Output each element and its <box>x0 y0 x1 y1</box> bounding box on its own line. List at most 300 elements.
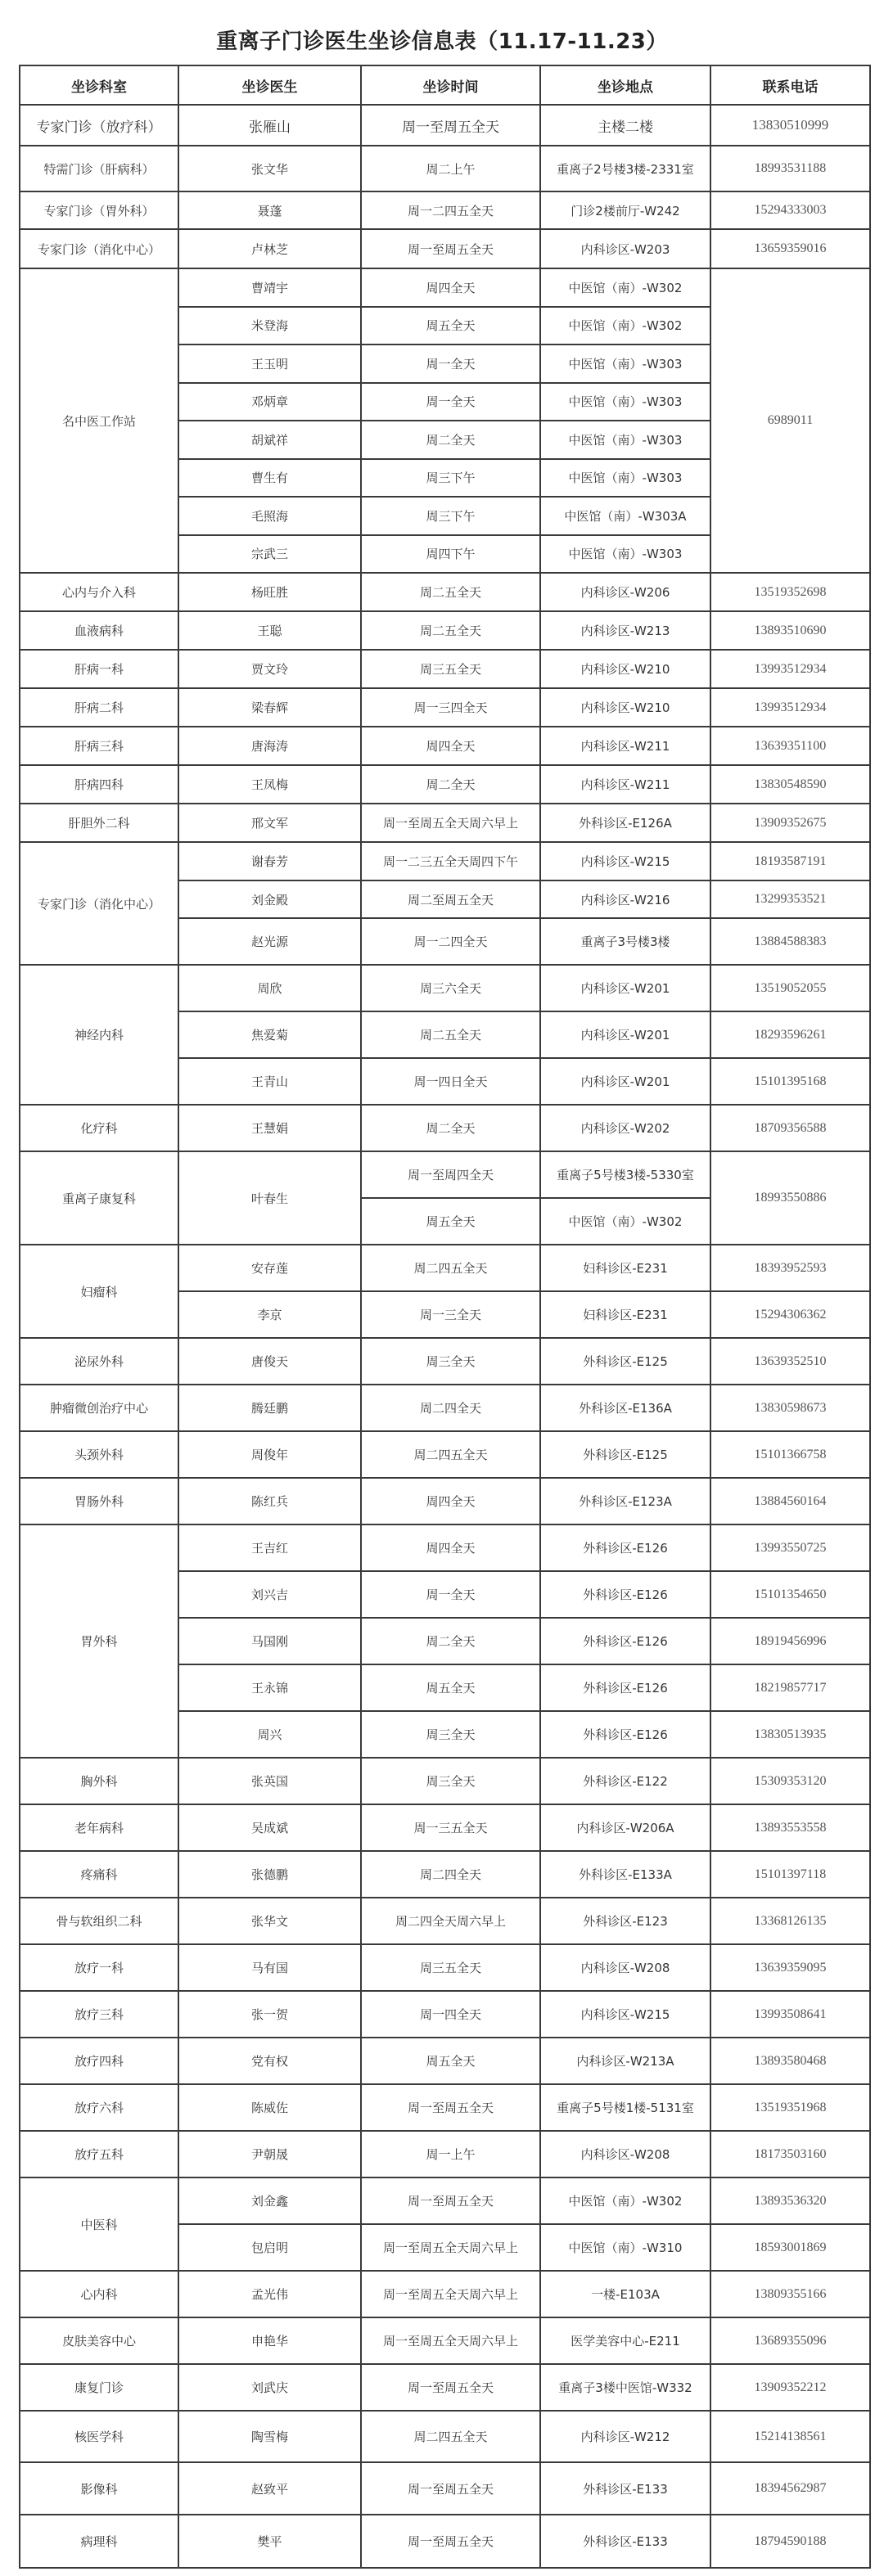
phone-cell: 13993550725 <box>710 1524 870 1571</box>
doctor-cell: 王慧娟 <box>178 1105 361 1151</box>
department-cell: 放疗六科 <box>20 2084 178 2131</box>
doctor-cell: 孟光伟 <box>178 2271 361 2317</box>
time-cell: 周一至周五全天 <box>361 2515 540 2568</box>
location-cell: 一楼-E103A <box>540 2271 710 2317</box>
department-cell: 疼痛科 <box>20 1851 178 1898</box>
location-cell: 内科诊区-W212 <box>540 2411 710 2462</box>
doctor-cell: 梁春辉 <box>178 688 361 727</box>
time-cell: 周一二三五全天周四下午 <box>361 842 540 880</box>
location-cell: 中医馆（南）-W302 <box>540 1198 710 1245</box>
table-row <box>20 105 870 146</box>
table-row <box>20 2411 870 2462</box>
phone-cell: 15101397118 <box>710 1851 870 1898</box>
department-cell: 专家门诊（消化中心） <box>20 229 178 268</box>
location-cell: 中医馆（南）-W302 <box>540 307 710 345</box>
phone-cell: 13830510999 <box>710 105 870 146</box>
phone-cell: 15294333003 <box>710 191 870 229</box>
doctor-cell: 陶雪梅 <box>178 2411 361 2462</box>
time-cell: 周二全天 <box>361 1618 540 1664</box>
doctor-cell: 周兴 <box>178 1711 361 1758</box>
doctor-cell: 安存莲 <box>178 1245 361 1291</box>
time-cell: 周一至周五全天 <box>361 2462 540 2515</box>
department-cell: 放疗五科 <box>20 2131 178 2177</box>
location-cell: 外科诊区-E126A <box>540 804 710 842</box>
table-row <box>20 1431 870 1478</box>
table-row <box>20 2462 870 2515</box>
table-row <box>20 2131 870 2177</box>
location-cell: 内科诊区-W206 <box>540 573 710 611</box>
department-cell: 肝病四科 <box>20 765 178 804</box>
table-row <box>20 1804 870 1851</box>
doctor-cell: 王永锦 <box>178 1664 361 1711</box>
time-cell: 周五全天 <box>361 1198 540 1245</box>
time-cell: 周五全天 <box>361 307 540 345</box>
phone-cell: 15214138561 <box>710 2411 870 2462</box>
header-location: 坐诊地点 <box>540 65 710 105</box>
doctor-cell: 陈红兵 <box>178 1478 361 1524</box>
table-row <box>20 1245 870 1291</box>
time-cell: 周五全天 <box>361 1664 540 1711</box>
header-doctor: 坐诊医生 <box>178 65 361 105</box>
department-cell: 中医科 <box>20 2177 178 2271</box>
location-cell: 中医馆（南）-W303 <box>540 459 710 498</box>
table-row <box>20 1105 870 1151</box>
time-cell: 周一至周五全天 <box>361 2364 540 2411</box>
table-row <box>20 965 870 1011</box>
time-cell: 周一三全天 <box>361 1291 540 1338</box>
table-row <box>20 1338 870 1385</box>
doctor-cell: 焦爱菊 <box>178 1011 361 1058</box>
location-cell: 重离子3号楼3楼 <box>540 918 710 965</box>
phone-cell: 13519351968 <box>710 2084 870 2131</box>
time-cell: 周二五全天 <box>361 1011 540 1058</box>
table-row <box>20 2317 870 2364</box>
time-cell: 周一全天 <box>361 1571 540 1618</box>
table-row <box>20 650 870 688</box>
department-cell: 核医学科 <box>20 2411 178 2462</box>
phone-cell: 18219857717 <box>710 1664 870 1711</box>
doctor-cell: 尹朝晟 <box>178 2131 361 2177</box>
phone-cell: 18394562987 <box>710 2462 870 2515</box>
location-cell: 外科诊区-E125 <box>540 1431 710 1478</box>
time-cell: 周四全天 <box>361 727 540 765</box>
location-cell: 外科诊区-E133 <box>540 2515 710 2568</box>
table-row <box>20 688 870 727</box>
time-cell: 周三全天 <box>361 1711 540 1758</box>
table-row <box>20 2515 870 2568</box>
doctor-cell: 杨旺胜 <box>178 573 361 611</box>
phone-cell: 13893580468 <box>710 2038 870 2084</box>
doctor-cell: 谢春芳 <box>178 842 361 880</box>
doctor-cell: 刘金鑫 <box>178 2177 361 2224</box>
department-cell: 肝病一科 <box>20 650 178 688</box>
table-row <box>20 268 870 307</box>
location-cell: 外科诊区-E126 <box>540 1524 710 1571</box>
time-cell: 周三五全天 <box>361 650 540 688</box>
department-cell: 肝胆外二科 <box>20 804 178 842</box>
table-row <box>20 229 870 268</box>
doctor-cell: 张文华 <box>178 146 361 191</box>
doctor-cell: 王聪 <box>178 611 361 650</box>
phone-cell: 18919456996 <box>710 1618 870 1664</box>
department-cell: 泌尿外科 <box>20 1338 178 1385</box>
time-cell: 周一三四全天 <box>361 688 540 727</box>
doctor-cell: 樊平 <box>178 2515 361 2568</box>
location-cell: 内科诊区-W208 <box>540 2131 710 2177</box>
table-row <box>20 146 870 191</box>
doctor-cell: 申艳华 <box>178 2317 361 2364</box>
time-cell: 周一至周五全天 <box>361 229 540 268</box>
time-cell: 周二全天 <box>361 1105 540 1151</box>
time-cell: 周二四全天 <box>361 1851 540 1898</box>
table-row <box>20 573 870 611</box>
doctor-cell: 贾文玲 <box>178 650 361 688</box>
department-cell: 骨与软组织二科 <box>20 1898 178 1944</box>
doctor-cell: 马有国 <box>178 1944 361 1991</box>
doctor-cell: 邢文军 <box>178 804 361 842</box>
time-cell: 周二四五全天 <box>361 1431 540 1478</box>
location-cell: 内科诊区-W215 <box>540 1991 710 2038</box>
time-cell: 周三六全天 <box>361 965 540 1011</box>
department-cell: 影像科 <box>20 2462 178 2515</box>
location-cell: 中医馆（南）-W303 <box>540 535 710 574</box>
phone-cell: 13893553558 <box>710 1804 870 1851</box>
location-cell: 中医馆（南）-W303 <box>540 421 710 459</box>
department-cell: 放疗一科 <box>20 1944 178 1991</box>
time-cell: 周三全天 <box>361 1338 540 1385</box>
location-cell: 内科诊区-W202 <box>540 1105 710 1151</box>
time-cell: 周一至周四全天 <box>361 1151 540 1198</box>
phone-cell: 13884560164 <box>710 1478 870 1524</box>
phone-cell: 13884588383 <box>710 918 870 965</box>
department-cell: 胃肠外科 <box>20 1478 178 1524</box>
doctor-cell: 张一贺 <box>178 1991 361 2038</box>
doctor-cell: 叶春生 <box>178 1151 361 1245</box>
phone-cell: 15294306362 <box>710 1291 870 1338</box>
phone-cell: 18993531188 <box>710 146 870 191</box>
phone-cell: 13993508641 <box>710 1991 870 2038</box>
table-row <box>20 842 870 880</box>
doctor-cell: 赵致平 <box>178 2462 361 2515</box>
doctor-cell: 王玉明 <box>178 345 361 383</box>
table-row <box>20 804 870 842</box>
location-cell: 中医馆（南）-W302 <box>540 2177 710 2224</box>
time-cell: 周三五全天 <box>361 1944 540 1991</box>
phone-cell: 13993512934 <box>710 650 870 688</box>
table-header-row <box>20 65 870 105</box>
location-cell: 内科诊区-W208 <box>540 1944 710 1991</box>
phone-cell: 13299353521 <box>710 880 870 918</box>
table-row <box>20 2364 870 2411</box>
table-row <box>20 2271 870 2317</box>
department-cell: 神经内科 <box>20 965 178 1105</box>
time-cell: 周一上午 <box>361 2131 540 2177</box>
time-cell: 周一二四五全天 <box>361 191 540 229</box>
doctor-cell: 宗武三 <box>178 535 361 574</box>
time-cell: 周一四全天 <box>361 1991 540 2038</box>
department-cell: 放疗三科 <box>20 1991 178 2038</box>
phone-cell: 13830598673 <box>710 1385 870 1431</box>
doctor-cell: 米登海 <box>178 307 361 345</box>
location-cell: 中医馆（南）-W302 <box>540 268 710 307</box>
location-cell: 内科诊区-W210 <box>540 650 710 688</box>
table-body <box>20 105 870 2568</box>
doctor-cell: 胡斌祥 <box>178 421 361 459</box>
location-cell: 主楼二楼 <box>540 105 710 146</box>
table-row <box>20 1151 870 1198</box>
department-cell: 康复门诊 <box>20 2364 178 2411</box>
doctor-cell: 张雁山 <box>178 105 361 146</box>
department-cell: 心内科 <box>20 2271 178 2317</box>
time-cell: 周一至周五全天 <box>361 105 540 146</box>
location-cell: 外科诊区-E133A <box>540 1851 710 1898</box>
phone-cell: 13893510690 <box>710 611 870 650</box>
table-row <box>20 1524 870 1571</box>
time-cell: 周一至周五全天周六早上 <box>361 2271 540 2317</box>
doctor-cell: 李京 <box>178 1291 361 1338</box>
header-department: 坐诊科室 <box>20 65 178 105</box>
table-row <box>20 1991 870 2038</box>
time-cell: 周二五全天 <box>361 611 540 650</box>
department-cell: 病理科 <box>20 2515 178 2568</box>
phone-cell: 15101395168 <box>710 1058 870 1105</box>
phone-cell: 18293596261 <box>710 1011 870 1058</box>
location-cell: 内科诊区-W201 <box>540 1011 710 1058</box>
location-cell: 外科诊区-E126 <box>540 1664 710 1711</box>
phone-cell: 13519052055 <box>710 965 870 1011</box>
location-cell: 妇科诊区-E231 <box>540 1291 710 1338</box>
department-cell: 专家门诊（消化中心） <box>20 842 178 965</box>
time-cell: 周四全天 <box>361 1478 540 1524</box>
phone-cell: 13809355166 <box>710 2271 870 2317</box>
department-cell: 名中医工作站 <box>20 268 178 573</box>
time-cell: 周二全天 <box>361 421 540 459</box>
table-row <box>20 1851 870 1898</box>
time-cell: 周一至周五全天 <box>361 2177 540 2224</box>
department-cell: 胸外科 <box>20 1758 178 1804</box>
phone-cell: 15309353120 <box>710 1758 870 1804</box>
phone-cell: 13909352212 <box>710 2364 870 2411</box>
doctor-cell: 王青山 <box>178 1058 361 1105</box>
location-cell: 内科诊区-W210 <box>540 688 710 727</box>
doctor-cell: 刘武庆 <box>178 2364 361 2411</box>
phone-cell: 13830548590 <box>710 765 870 804</box>
header-phone: 联系电话 <box>710 65 870 105</box>
time-cell: 周二四五全天 <box>361 1245 540 1291</box>
doctor-cell: 刘金殿 <box>178 880 361 918</box>
time-cell: 周一全天 <box>361 345 540 383</box>
doctor-cell: 腾廷鹏 <box>178 1385 361 1431</box>
doctor-cell: 张英国 <box>178 1758 361 1804</box>
phone-cell: 13368126135 <box>710 1898 870 1944</box>
department-cell: 妇瘤科 <box>20 1245 178 1338</box>
phone-cell: 13909352675 <box>710 804 870 842</box>
phone-cell: 18593001869 <box>710 2224 870 2271</box>
time-cell: 周三全天 <box>361 1758 540 1804</box>
location-cell: 中医馆（南）-W303A <box>540 497 710 535</box>
department-cell: 肿瘤微创治疗中心 <box>20 1385 178 1431</box>
department-cell: 专家门诊（放疗科） <box>20 105 178 146</box>
location-cell: 内科诊区-W206A <box>540 1804 710 1851</box>
time-cell: 周一至周五全天周六早上 <box>361 2224 540 2271</box>
table-row <box>20 1385 870 1431</box>
phone-cell: 13993512934 <box>710 688 870 727</box>
phone-cell: 13659359016 <box>710 229 870 268</box>
department-cell: 胃外科 <box>20 1524 178 1758</box>
doctor-cell: 张华文 <box>178 1898 361 1944</box>
phone-cell: 18993550886 <box>710 1151 870 1245</box>
location-cell: 外科诊区-E133 <box>540 2462 710 2515</box>
department-cell: 重离子康复科 <box>20 1151 178 1245</box>
doctor-cell: 陈威佐 <box>178 2084 361 2131</box>
location-cell: 重离子5号楼1楼-5131室 <box>540 2084 710 2131</box>
doctor-cell: 党有权 <box>178 2038 361 2084</box>
location-cell: 中医馆（南）-W310 <box>540 2224 710 2271</box>
phone-cell: 18709356588 <box>710 1105 870 1151</box>
table-row <box>20 1758 870 1804</box>
doctor-cell: 聂蓬 <box>178 191 361 229</box>
phone-cell: 15101366758 <box>710 1431 870 1478</box>
phone-cell: 6989011 <box>710 268 870 573</box>
location-cell: 外科诊区-E126 <box>540 1571 710 1618</box>
location-cell: 外科诊区-E126 <box>540 1618 710 1664</box>
phone-cell: 15101354650 <box>710 1571 870 1618</box>
doctor-cell: 赵光源 <box>178 918 361 965</box>
table-row <box>20 611 870 650</box>
table-row <box>20 1898 870 1944</box>
doctor-cell: 周俊年 <box>178 1431 361 1478</box>
location-cell: 中医馆（南）-W303 <box>540 345 710 383</box>
time-cell: 周四下午 <box>361 535 540 574</box>
doctor-cell: 周欣 <box>178 965 361 1011</box>
time-cell: 周一四日全天 <box>361 1058 540 1105</box>
phone-cell: 18794590188 <box>710 2515 870 2568</box>
doctor-cell: 唐海涛 <box>178 727 361 765</box>
time-cell: 周四全天 <box>361 1524 540 1571</box>
location-cell: 门诊2楼前厅-W242 <box>540 191 710 229</box>
doctor-cell: 马国刚 <box>178 1618 361 1664</box>
department-cell: 肝病三科 <box>20 727 178 765</box>
time-cell: 周二上午 <box>361 146 540 191</box>
department-cell: 心内与介入科 <box>20 573 178 611</box>
phone-cell: 13639359095 <box>710 1944 870 1991</box>
doctor-cell: 邓炳章 <box>178 383 361 421</box>
location-cell: 内科诊区-W203 <box>540 229 710 268</box>
time-cell: 周一至周五全天周六早上 <box>361 2317 540 2364</box>
department-cell: 皮肤美容中心 <box>20 2317 178 2364</box>
time-cell: 周二全天 <box>361 765 540 804</box>
phone-cell: 18193587191 <box>710 842 870 880</box>
doctor-cell: 王凤梅 <box>178 765 361 804</box>
department-cell: 放疗四科 <box>20 2038 178 2084</box>
doctor-cell: 张德鹏 <box>178 1851 361 1898</box>
phone-cell: 13830513935 <box>710 1711 870 1758</box>
time-cell: 周二至周五全天 <box>361 880 540 918</box>
doctor-cell: 曹生有 <box>178 459 361 498</box>
location-cell: 外科诊区-E125 <box>540 1338 710 1385</box>
table-row <box>20 2038 870 2084</box>
schedule-table <box>19 65 871 2569</box>
department-cell: 头颈外科 <box>20 1431 178 1478</box>
time-cell: 周一三五全天 <box>361 1804 540 1851</box>
table-row <box>20 727 870 765</box>
phone-cell: 13689355096 <box>710 2317 870 2364</box>
table-row <box>20 1478 870 1524</box>
location-cell: 中医馆（南）-W303 <box>540 383 710 421</box>
page-title: 重离子门诊医生坐诊信息表（11.17-11.23） <box>216 29 668 54</box>
time-cell: 周二四五全天 <box>361 2411 540 2462</box>
table-row <box>20 1944 870 1991</box>
phone-cell: 18173503160 <box>710 2131 870 2177</box>
location-cell: 内科诊区-W201 <box>540 965 710 1011</box>
location-cell: 内科诊区-W213 <box>540 611 710 650</box>
time-cell: 周一至周五全天周六早上 <box>361 804 540 842</box>
location-cell: 内科诊区-W201 <box>540 1058 710 1105</box>
doctor-cell: 毛照海 <box>178 497 361 535</box>
location-cell: 内科诊区-W213A <box>540 2038 710 2084</box>
phone-cell: 13639352510 <box>710 1338 870 1385</box>
phone-cell: 18393952593 <box>710 1245 870 1291</box>
table-row <box>20 2084 870 2131</box>
location-cell: 外科诊区-E123 <box>540 1898 710 1944</box>
phone-cell: 13639351100 <box>710 727 870 765</box>
location-cell: 重离子5号楼3楼-5330室 <box>540 1151 710 1198</box>
time-cell: 周一二四全天 <box>361 918 540 965</box>
time-cell: 周一至周五全天 <box>361 2084 540 2131</box>
location-cell: 外科诊区-E122 <box>540 1758 710 1804</box>
table-row <box>20 765 870 804</box>
department-cell: 血液病科 <box>20 611 178 650</box>
table-row <box>20 2177 870 2224</box>
time-cell: 周二五全天 <box>361 573 540 611</box>
doctor-cell: 王吉红 <box>178 1524 361 1571</box>
phone-cell: 13893536320 <box>710 2177 870 2224</box>
location-cell: 内科诊区-W215 <box>540 842 710 880</box>
location-cell: 医学美容中心-E211 <box>540 2317 710 2364</box>
location-cell: 内科诊区-W216 <box>540 880 710 918</box>
department-cell: 特需门诊（肝病科） <box>20 146 178 191</box>
time-cell: 周五全天 <box>361 2038 540 2084</box>
doctor-cell: 吴成斌 <box>178 1804 361 1851</box>
doctor-cell: 唐俊天 <box>178 1338 361 1385</box>
time-cell: 周三下午 <box>361 459 540 498</box>
department-cell: 肝病二科 <box>20 688 178 727</box>
location-cell: 外科诊区-E126 <box>540 1711 710 1758</box>
location-cell: 内科诊区-W211 <box>540 765 710 804</box>
time-cell: 周三下午 <box>361 497 540 535</box>
time-cell: 周一全天 <box>361 383 540 421</box>
department-cell: 专家门诊（胃外科） <box>20 191 178 229</box>
doctor-cell: 包启明 <box>178 2224 361 2271</box>
location-cell: 外科诊区-E136A <box>540 1385 710 1431</box>
location-cell: 内科诊区-W211 <box>540 727 710 765</box>
phone-cell: 13519352698 <box>710 573 870 611</box>
department-cell: 化疗科 <box>20 1105 178 1151</box>
header-time: 坐诊时间 <box>361 65 540 105</box>
table-row <box>20 191 870 229</box>
location-cell: 外科诊区-E123A <box>540 1478 710 1524</box>
location-cell: 重离子3楼中医馆-W332 <box>540 2364 710 2411</box>
doctor-cell: 刘兴吉 <box>178 1571 361 1618</box>
location-cell: 妇科诊区-E231 <box>540 1245 710 1291</box>
location-cell: 重离子2号楼3楼-2331室 <box>540 146 710 191</box>
time-cell: 周二四全天 <box>361 1385 540 1431</box>
time-cell: 周二四全天周六早上 <box>361 1898 540 1944</box>
time-cell: 周四全天 <box>361 268 540 307</box>
doctor-cell: 卢林芝 <box>178 229 361 268</box>
doctor-cell: 曹靖宇 <box>178 268 361 307</box>
department-cell: 老年病科 <box>20 1804 178 1851</box>
